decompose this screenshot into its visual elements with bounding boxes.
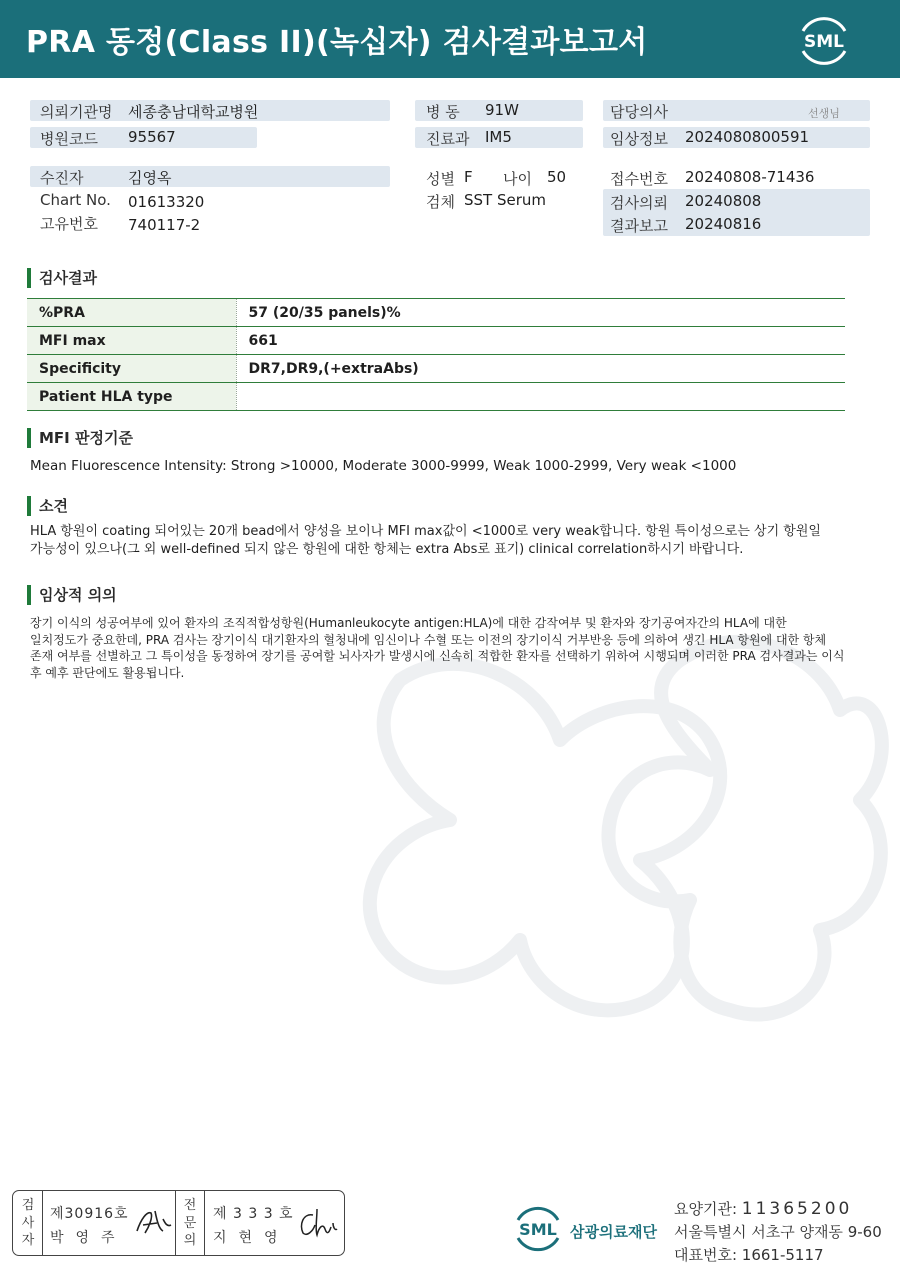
report-value: 20240816 xyxy=(685,215,762,233)
findings-line-2: 가능성이 있으나(그 외 well-defined 되지 않은 항원에 대한 항체는 extra Abs로 표기) clinical correlation하시기 바랍니다. xyxy=(30,542,744,557)
results-table xyxy=(27,298,845,411)
age-value: 50 xyxy=(547,168,567,186)
mfi-heading: MFI 판정기준 xyxy=(27,428,133,448)
report-label: 결과보고 xyxy=(610,217,668,235)
receipt-label: 접수번호 xyxy=(610,170,668,188)
result-key: Specificity xyxy=(27,355,236,383)
significance-line-4: 후 예후 판단에도 활용됩니다. xyxy=(30,665,185,680)
doctor-label: 담당의사 xyxy=(610,103,668,121)
significance-line-1: 장기 이식의 성공여부에 있어 환자의 조직적합성항원(Humanleukocyte antigen:HLA)에 대한 감작여부 및 환자와 장기공여자간의 HLA에 대한 xyxy=(30,616,787,630)
results-heading: 검사결과 xyxy=(27,268,97,288)
phone-value: 1661-5117 xyxy=(741,1246,824,1264)
care-label: 요양기관: xyxy=(674,1200,738,1218)
signature-box xyxy=(12,1190,345,1256)
significance-heading: 임상적 의의 xyxy=(27,585,117,605)
mfi-text: Mean Fluorescence Intensity: Strong >10000, Moderate 3000-9999, Weak 1000-2999, Very weak <1000 xyxy=(30,458,737,474)
code-value: 95567 xyxy=(128,128,176,146)
dept-value: IM5 xyxy=(485,128,512,146)
significance-line-2: 일치정도가 중요한데, PRA 검사는 장기이식 대기환자의 혈청내에 임신이나 수혈 또는 이전의 장기이식 거부반응 등에 의하여 생긴 HLA 항원에 대한 항체 xyxy=(30,632,827,647)
patient-value: 김영옥 xyxy=(128,169,172,187)
sex-label: 성별 xyxy=(426,170,455,188)
care-value: 11365200 xyxy=(741,1199,853,1219)
significance-line-3: 존재 여부를 선별하고 그 특이성을 동정하여 장기를 공여할 뇌사자가 발생시에 신속히 적합한 환자를 선택하기 위하여 시행되며 이러한 PRA 검사결과는 이식 xyxy=(30,649,845,663)
specimen-label: 검체 xyxy=(426,193,455,211)
doctor-note: 선생님 xyxy=(808,107,840,120)
clinical-label: 임상정보 xyxy=(610,130,668,148)
logo-text: SML xyxy=(804,32,844,52)
hospital-value: 세종충남대학교병원 xyxy=(128,103,259,121)
result-key: MFI max xyxy=(27,327,236,355)
result-value: DR7,DR9,(+extraAbs) xyxy=(236,355,845,383)
receipt-value: 20240808-71436 xyxy=(685,168,815,186)
dept-label: 진료과 xyxy=(426,130,470,148)
table-row xyxy=(27,299,845,327)
divider xyxy=(204,1191,205,1255)
patient-label: 수진자 xyxy=(40,169,84,187)
sml-logo-icon xyxy=(795,11,853,69)
footer-phone-line xyxy=(674,1244,824,1265)
tester-number: 제30916호 xyxy=(50,1206,129,1222)
divider xyxy=(175,1191,176,1255)
sml-footer-logo-icon xyxy=(510,1200,566,1256)
result-key: Patient HLA type xyxy=(27,383,236,411)
findings-heading: 소견 xyxy=(27,496,68,516)
footer-org-name: 삼광의료재단 xyxy=(570,1223,657,1241)
sex-value: F xyxy=(464,168,473,186)
request-value: 20240808 xyxy=(685,192,762,210)
id-value: 740117-2 xyxy=(128,216,201,234)
specialist-number: 제 3 3 3 호 xyxy=(213,1206,294,1222)
specimen-value: SST Serum xyxy=(464,191,547,209)
watermark-cross-icon xyxy=(340,620,900,1040)
chart-value: 01613320 xyxy=(128,193,205,211)
hospital-label: 의뢰기관명 xyxy=(40,103,113,121)
tester-signature-icon xyxy=(133,1205,173,1239)
patient-bar xyxy=(30,166,390,187)
id-label: 고유번호 xyxy=(40,215,98,233)
footer-logo-text: SML xyxy=(519,1220,557,1239)
report-title: PRA 동정(Class II)(녹십자) 검사결과보고서 xyxy=(26,25,648,60)
request-label: 검사의뢰 xyxy=(610,194,668,212)
code-label: 병원코드 xyxy=(40,130,98,148)
table-row xyxy=(27,355,845,383)
table-row xyxy=(27,383,845,411)
specialist-name: 지현영 xyxy=(213,1230,290,1246)
footer-address: 서울특별시 서초구 양재동 9-60 xyxy=(674,1223,882,1241)
findings-line-1: HLA 항원이 coating 되어있는 20개 bead에서 양성을 보이나 MFI max값이 <1000로 very weak합니다. 항원 특이성으로는 상기 항원일 xyxy=(30,524,821,539)
age-label: 나이 xyxy=(503,170,532,188)
table-row xyxy=(27,327,845,355)
ward-label: 병 동 xyxy=(426,103,460,121)
divider xyxy=(42,1191,43,1255)
result-value: 661 xyxy=(236,327,845,355)
clinical-value: 2024080800591 xyxy=(685,128,810,146)
result-value: 57 (20/35 panels)% xyxy=(236,299,845,327)
specialist-label: 전 문 의 xyxy=(183,1198,197,1248)
specialist-signature-icon xyxy=(295,1205,339,1241)
ward-value: 91W xyxy=(485,101,519,119)
result-key: %PRA xyxy=(27,299,236,327)
tester-name: 박영주 xyxy=(50,1230,127,1246)
report-header xyxy=(0,0,900,78)
footer-care-line xyxy=(674,1198,852,1219)
chart-label: Chart No. xyxy=(40,191,111,209)
phone-label: 대표번호: xyxy=(674,1246,738,1264)
result-value xyxy=(236,383,845,411)
tester-label: 검 사 자 xyxy=(21,1198,35,1248)
